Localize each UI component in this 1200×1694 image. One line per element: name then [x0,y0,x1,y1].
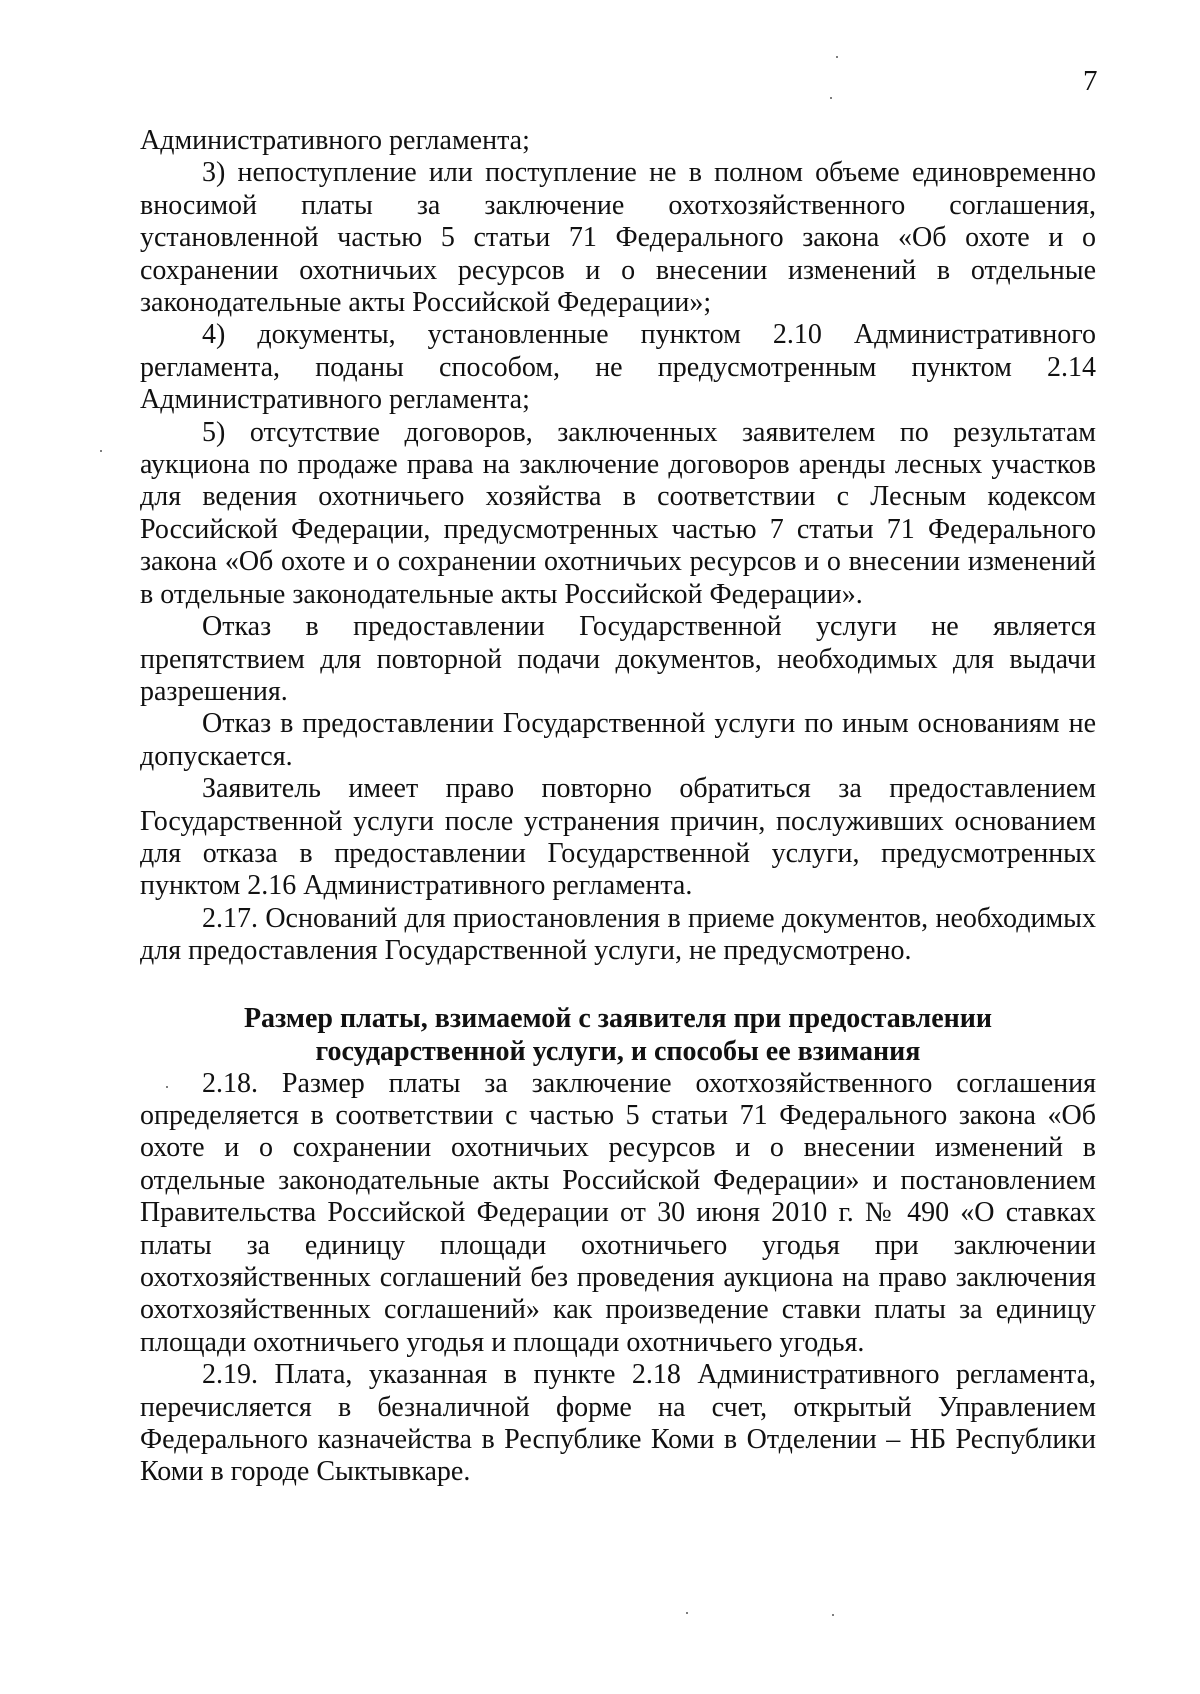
paragraph-continuation: Административного регламента; [140,125,530,156]
section-heading-line-1: Размер платы, взимаемой с заявителя при предоставлении [243,1002,993,1034]
paragraph-item-3: 3) непоступление или поступление не в полном объеме единовременно вносимой платы за заключение охотхозяйственного соглашения, установленной частью 5 статьи 71 Федерального закона «Об охоте и о сохранении охотничьих ресурсов и о внесении изменений в отдельные законодательные акты Российской Федерации»; [140,157,1096,319]
scan-speck [166,1086,168,1088]
paragraph-2-19: 2.19. Плата, указанная в пункте 2.18 Административного регламента, перечисляется в безналичной форме на счет, открытый Управлением Федерального казначейства в Республике Коми в Отделении – НБ Республики Коми в городе Сыктывкаре. [140,1359,1096,1488]
document-body [140,125,1096,1489]
paragraph-reapply-right: Заявитель имеет право повторно обратиться за предоставлением Государственной услуги после устранения причин, послуживших основанием для отказа в предоставлении Государственной услуги, предусмотренных пунктом 2.16 Административного регламента. [140,773,1096,902]
scan-speck [100,450,102,452]
scan-speck [686,1612,688,1614]
page-number: 7 [1083,65,1098,97]
paragraph-2-17: 2.17. Оснований для приостановления в приеме документов, необходимых для предоставления Государственной услуги, не предусмотрено. [140,902,1096,967]
paragraph-item-5: 5) отсутствие договоров, заключенных заявителем по результатам аукциона по продаже права на заключение договоров аренды лесных участков для ведения охотничьего хозяйства в соответствии с Лесным кодексом Российской Федерации, предусмотренных частью 7 статьи 71 Федерального закона «Об охоте и о сохранении охотничьих ресурсов и о внесении изменений в отдельные законодательные акты Российской Федерации». [140,416,1096,610]
scan-speck [832,1614,834,1616]
paragraph-refusal-not-obstacle: Отказ в предоставлении Государственной услуги не является препятствием для повторной подачи документов, необходимых для выдачи разрешения. [140,611,1096,707]
paragraph-item-4: 4) документы, установленные пунктом 2.10 Административного регламента, поданы способом, не предусмотренным пунктом 2.14 Административного регламента; [140,319,1096,416]
section-heading-line-2: государственной услуги, и способы ее взимания [315,1035,921,1067]
paragraph-refusal-other-grounds: Отказ в предоставлении Государственной услуги по иным основаниям не допускается. [140,708,1096,772]
section-heading [140,1002,1096,1068]
scan-speck [836,56,838,58]
scan-speck [830,97,832,99]
paragraph-2-18: 2.18. Размер платы за заключение охотхозяйственного соглашения определяется в соответствии с частью 5 статьи 71 Федерального закона «Об охоте и о сохранении охотничьих ресурсов и о внесении изменений в отдельные законодательные акты Российской Федерации» и постановлением Правительства Российской Федерации от 30 июня 2010 г. № 490 «О ставках платы за единицу площади охотничьего угодья при заключении охотхозяйственных соглашений без проведения аукциона на право заключения охотхозяйственных соглашений» как произведение ставки платы за единицу площади охотничьего угодья и площади охотничьего угодья. [140,1067,1096,1358]
